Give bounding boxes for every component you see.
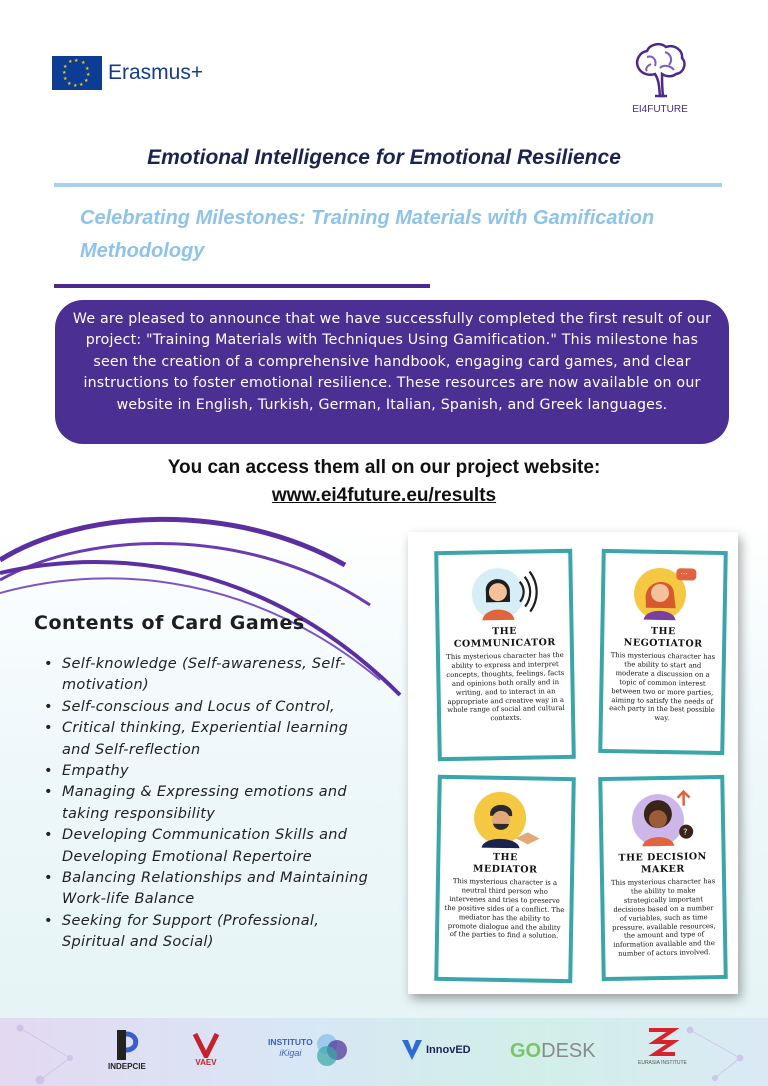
list-item: • Balancing Relationships and Maintaining Work-life Balance bbox=[44, 868, 374, 911]
card-name: THE DECISION MAKER bbox=[618, 851, 707, 876]
svg-text:?: ? bbox=[683, 827, 688, 837]
list-item: • Self-conscious and Locus of Control, bbox=[44, 697, 374, 718]
partner-ikigai: INSTITUTO iKigai bbox=[268, 1028, 349, 1068]
contents-title: Contents of Card Games bbox=[34, 612, 305, 634]
mediator-avatar-icon bbox=[470, 787, 543, 850]
list-item: • Managing & Expressing emotions and taking responsibility bbox=[44, 782, 374, 825]
ei4future-logo bbox=[627, 40, 693, 115]
card-name: THE COMMUNICATOR bbox=[453, 625, 556, 650]
partner-indepcie: INDEPCIE bbox=[108, 1028, 146, 1071]
access-text: You can access them all on our project website: bbox=[167, 457, 601, 478]
card-description: This mysterious character has the ability to start and moderate a discussion on a topic of common interest between two or more parties, aiming to satisfy the needs of each party in the best possible way. bbox=[609, 651, 716, 723]
brain-tree-icon bbox=[629, 40, 691, 102]
vaev-logo-icon bbox=[192, 1030, 220, 1058]
subtitle-divider bbox=[54, 284, 430, 288]
eu-flag-icon: ★ ★ ★ ★ ★ ★ ★ ★ ★ ★ ★ ★ bbox=[52, 56, 102, 90]
partner-vaev: VAEV bbox=[192, 1030, 220, 1067]
indepcie-logo-icon bbox=[113, 1028, 141, 1062]
list-item: • Empathy bbox=[44, 761, 374, 782]
card-name: THE MEDIATOR bbox=[472, 851, 538, 876]
ei4future-label: EI4FUTURE bbox=[632, 104, 688, 115]
card-communicator bbox=[434, 549, 576, 761]
card-description: This mysterious character has the ability to make strategically important decisions based on a number of variables, such as time pressure, available resources, the amount and type of information available and the number of actors involved. bbox=[610, 877, 716, 959]
partner-godesk: GO DESK bbox=[510, 1040, 596, 1062]
announcement-box bbox=[55, 300, 729, 444]
decision-maker-avatar-icon bbox=[625, 787, 698, 850]
svg-text:···: ··· bbox=[680, 569, 689, 579]
partner-innoved: InnovED bbox=[400, 1038, 471, 1062]
card-name: THE NEGOTIATOR bbox=[623, 625, 703, 650]
subtitle: Celebrating Milestones: Training Materials with Gamification Methodology bbox=[80, 207, 655, 262]
card-games-preview bbox=[408, 532, 738, 994]
card-description: This mysterious character has the ability to express and interpret concepts, thoughts, feelings, facts and opinions both orally and in writing, and to interact in an appropriate and creative way in a whole range of social and cultural contexts. bbox=[446, 650, 565, 723]
list-item: • Self-knowledge (Self-awareness, Self-motivation) bbox=[44, 654, 374, 697]
card-description: This mysterious character is a neutral third person who intervenes and tries to preserve the positive sides of a conflict. The mediator has the ability to promote dialogue and the ability of the parties to find a solution. bbox=[444, 877, 565, 941]
eurasia-logo-icon bbox=[645, 1026, 679, 1060]
card-decision-maker bbox=[598, 775, 728, 981]
card-negotiator bbox=[598, 549, 728, 755]
negotiator-avatar-icon bbox=[627, 561, 700, 624]
access-info bbox=[0, 454, 768, 510]
contents-list bbox=[44, 654, 374, 954]
list-item: • Developing Communication Skills and Developing Emotional Repertoire bbox=[44, 825, 374, 868]
list-item: • Critical thinking, Experiential learning and Self-reflection bbox=[44, 718, 374, 761]
innoved-logo-icon bbox=[400, 1038, 424, 1062]
card-mediator bbox=[434, 775, 576, 983]
results-link[interactable]: www.ei4future.eu/results bbox=[271, 485, 497, 506]
communicator-avatar-icon bbox=[467, 561, 540, 624]
partner-logos bbox=[0, 1018, 768, 1086]
title-divider bbox=[54, 183, 722, 187]
list-item: • Seeking for Support (Professional, Spiritual and Social) bbox=[44, 911, 374, 954]
main-title: Emotional Intelligence for Emotional Resilience bbox=[147, 146, 621, 169]
partner-eurasia: EURASIA INSTITUTE bbox=[638, 1026, 687, 1066]
erasmus-label: Erasmus+ bbox=[108, 61, 204, 84]
ikigai-logo-icon bbox=[313, 1028, 349, 1068]
erasmus-plus-logo bbox=[52, 56, 203, 90]
announcement-text: We are pleased to announce that we have successfully completed the first result of our project: "Training Materials with Techniques Using Gamification." This milestone has seen the creation of a comprehensive handbook, engaging card games, and clear instructions to foster emotional resilience. These resources are now available on our website in English, Turkish, German, Italian, Spanish, and Greek languages. bbox=[72, 311, 712, 413]
